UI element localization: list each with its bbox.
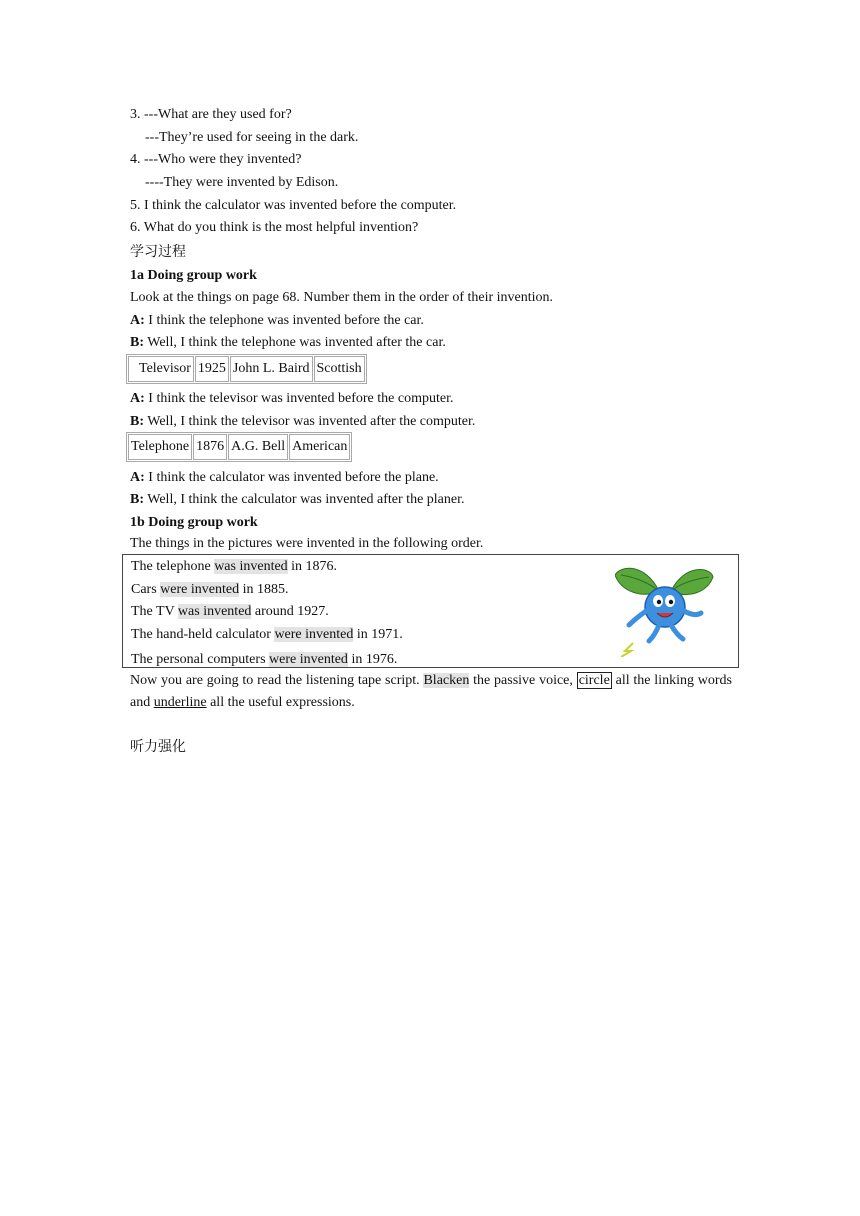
question-6: 6. What do you think is the most helpful invention?	[130, 220, 419, 235]
section-heading-listening: 听力强化	[130, 739, 186, 755]
info-table-telephone	[126, 432, 352, 462]
instruction-paragraph: Now you are going to read the listening tape script. Blacken the passive voice, circle all the linking words and underline all the useful expressions.	[130, 673, 732, 710]
question-3a: 3. ---What are they used for?	[130, 107, 292, 122]
list-item: The TV was invented around 1927.	[131, 604, 329, 619]
question-4a: 4. ---Who were they invented?	[130, 152, 302, 167]
answer-3b: ---They’re used for seeing in the dark.	[145, 130, 359, 145]
dialogue-b-1: B: Well, I think the telephone was invented after the car.	[130, 335, 446, 350]
instruction-1a: Look at the things on page 68. Number them in the order of their invention.	[130, 290, 554, 305]
dialogue-a-1: A: I think the telephone was invented before the car.	[130, 313, 424, 328]
dialogue-b-3: B: Well, I think the calculator was invented after the planer.	[130, 492, 465, 507]
list-item: The telephone was invented in 1876.	[131, 559, 338, 574]
question-5: 5. I think the calculator was invented before the computer.	[130, 198, 457, 213]
table-cell: Televisor	[128, 356, 194, 382]
list-item: Cars were invented in 1885.	[131, 582, 289, 597]
list-item: The hand-held calculator were invented in 1971.	[131, 627, 403, 642]
invention-order-box	[122, 554, 739, 668]
table-cell: John L. Baird	[230, 356, 313, 382]
table-cell: Scottish	[314, 356, 365, 382]
section-heading-learning: 学习过程	[130, 244, 186, 260]
table-cell: 1876	[193, 434, 227, 460]
dialogue-a-3: A: I think the calculator was invented before the plane.	[130, 470, 439, 485]
dialogue-b-2: B: Well, I think the televisor was invented after the computer.	[130, 414, 476, 429]
table-cell: Telephone	[128, 434, 192, 460]
heading-1a: 1a Doing group work	[130, 268, 257, 283]
table-cell: A.G. Bell	[228, 434, 288, 460]
info-table-televisor	[126, 354, 367, 384]
table-cell: 1925	[195, 356, 229, 382]
answer-4b: ----They were invented by Edison.	[145, 175, 339, 190]
blacken-word: Blacken	[423, 673, 470, 688]
mascot-illustration	[615, 561, 715, 657]
list-item: The personal computers were invented in 1976.	[131, 652, 398, 667]
underline-word: underline	[153, 695, 207, 710]
table-cell: American	[289, 434, 350, 460]
circle-word: circle	[578, 673, 610, 688]
heading-1b: 1b Doing group work	[130, 515, 258, 530]
dialogue-a-2: A: I think the televisor was invented before the computer.	[130, 391, 454, 406]
intro-1b: The things in the pictures were invented in the following order.	[130, 536, 484, 551]
